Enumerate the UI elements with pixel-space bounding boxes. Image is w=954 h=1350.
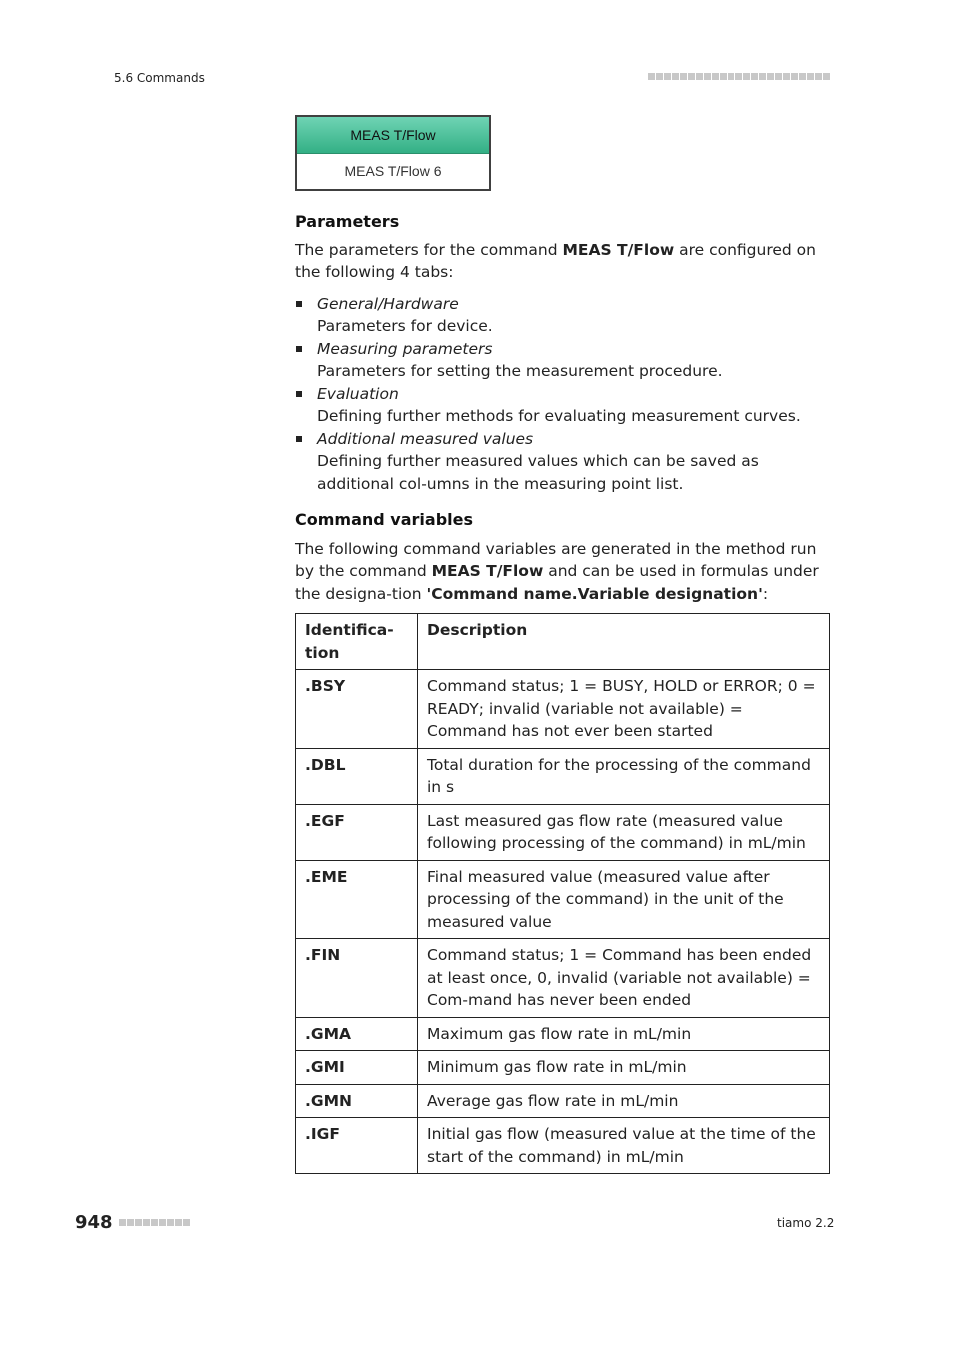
column-header-identification: Identifica-tion xyxy=(296,614,418,670)
table-row xyxy=(296,1051,830,1085)
variable-description: Total duration for the processing of the command in s xyxy=(418,748,830,804)
command-icon-box xyxy=(295,115,491,191)
variable-description: Average gas flow rate in mL/min xyxy=(418,1084,830,1118)
variable-description: Command status; 1 = BUSY, HOLD or ERROR; 0 = READY; invalid (variable not available) = Command has not ever been started xyxy=(418,670,830,749)
command-variables-intro xyxy=(295,538,830,606)
tab-description: Parameters for device. xyxy=(317,317,493,335)
list-item xyxy=(295,338,830,383)
cv-intro-pre: The following command variables are generated in the method run by the command xyxy=(295,539,817,580)
cv-intro-designation: 'Command name.Variable designation' xyxy=(426,584,763,603)
parameters-intro xyxy=(295,239,830,284)
command-variables-section xyxy=(295,509,830,605)
cv-intro-mid: and can be used in formulas under the designa-tion xyxy=(295,562,819,603)
variable-description: Maximum gas flow rate in mL/min xyxy=(418,1017,830,1051)
footer-product-name: tiamo 2.2 xyxy=(777,1216,835,1230)
tab-description: Defining further measured values which can be saved as additional col-umns in the measuring point list. xyxy=(317,452,759,493)
variable-description: Last measured gas flow rate (measured value following processing of the command) in mL/min xyxy=(418,804,830,860)
parameters-intro-post: are configured on the following 4 tabs: xyxy=(295,240,816,281)
running-header-section: 5.6 Commands xyxy=(114,71,205,85)
variable-description: Final measured value (measured value after processing of the command) in the unit of the measured value xyxy=(418,860,830,939)
command-box-title: MEAS T/Flow xyxy=(297,117,489,154)
page-footer-left xyxy=(75,1212,190,1233)
list-item xyxy=(295,428,830,496)
header-decoration-dots xyxy=(648,73,830,82)
variable-id: .EME xyxy=(296,860,418,939)
table-row xyxy=(296,1017,830,1051)
table-row xyxy=(296,804,830,860)
list-item xyxy=(295,383,830,428)
table-header-row xyxy=(296,614,830,670)
table-row xyxy=(296,860,830,939)
list-item xyxy=(295,293,830,338)
variable-id: .DBL xyxy=(296,748,418,804)
variable-id: .FIN xyxy=(296,939,418,1018)
variable-id: .GMI xyxy=(296,1051,418,1085)
tab-name: General/Hardware xyxy=(317,294,459,313)
table-row xyxy=(296,1118,830,1174)
cv-intro-post: : xyxy=(762,584,769,603)
variable-description: Minimum gas flow rate in mL/min xyxy=(418,1051,830,1085)
tab-description: Defining further methods for evaluating measurement curves. xyxy=(317,407,801,425)
table-row xyxy=(296,1084,830,1118)
parameters-section xyxy=(295,211,830,495)
tab-name: Evaluation xyxy=(317,384,399,403)
variable-id: .GMA xyxy=(296,1017,418,1051)
tab-name: Additional measured values xyxy=(317,429,534,448)
table-row xyxy=(296,670,830,749)
cv-intro-command: MEAS T/Flow xyxy=(431,562,544,580)
parameters-intro-pre: The parameters for the command xyxy=(295,240,563,259)
command-variables-table xyxy=(295,613,830,1174)
table-row xyxy=(296,939,830,1018)
variable-id: .IGF xyxy=(296,1118,418,1174)
variable-description: Command status; 1 = Command has been ended at least once, 0, invalid (variable not available) = Com-mand has never been ended xyxy=(418,939,830,1018)
tab-name: Measuring parameters xyxy=(317,339,493,358)
footer-decoration-dots xyxy=(119,1219,190,1226)
column-header-description: Description xyxy=(418,614,830,670)
tab-description: Parameters for setting the measurement procedure. xyxy=(317,362,723,380)
command-box-name: MEAS T/Flow 6 xyxy=(344,163,442,179)
page-number: 948 xyxy=(75,1212,113,1233)
variable-description: Initial gas flow (measured value at the time of the start of the command) in mL/min xyxy=(418,1118,830,1174)
tabs-list xyxy=(295,293,830,496)
variable-id: .GMN xyxy=(296,1084,418,1118)
parameters-intro-command: MEAS T/Flow xyxy=(562,240,675,259)
command-variables-heading: Command variables xyxy=(295,510,473,529)
parameters-heading: Parameters xyxy=(295,212,400,231)
variable-id: .BSY xyxy=(296,670,418,749)
variable-id: .EGF xyxy=(296,804,418,860)
table-row xyxy=(296,748,830,804)
